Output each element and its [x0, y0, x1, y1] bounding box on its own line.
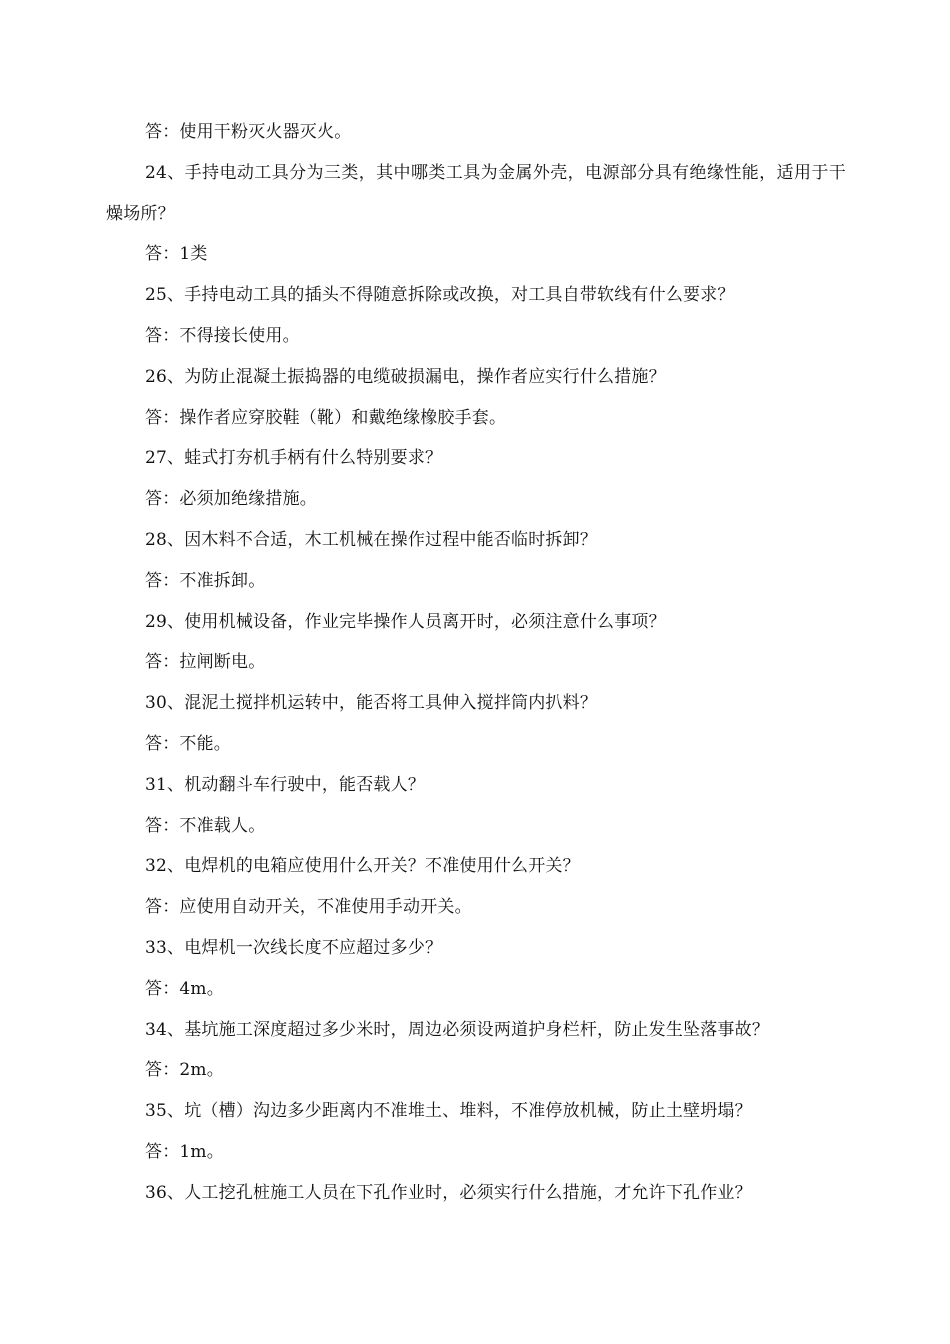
answer-text: 答：1m。 — [145, 1141, 224, 1162]
answer-text: 答：不能。 — [145, 733, 231, 754]
question-text: 24、手持电动工具分为三类，其中哪类工具为金属外壳，电源部分具有绝缘性能，适用于干燥场所？ — [106, 162, 846, 224]
answer-text: 答：1类 — [145, 244, 208, 265]
answer-text: 答：操作者应穿胶鞋（靴）和戴绝缘橡胶手套。 — [145, 407, 507, 428]
answer-text: 答：使用干粉灭火器灭火。 — [145, 122, 352, 142]
answer-text: 答：不准拆卸。 — [145, 570, 266, 591]
answer-text: 答：不准载人。 — [145, 815, 266, 836]
qa-list — [106, 112, 846, 1214]
question-text: 26、为防止混凝土振捣器的电缆破损漏电，操作者应实行什么措施？ — [145, 366, 666, 387]
question-text: 27、蛙式打夯机手柄有什么特别要求？ — [145, 448, 443, 469]
answer-text: 答：应使用自动开关，不准使用手动开关。 — [145, 897, 472, 918]
question-text: 34、基坑施工深度超过多少米时，周边必须设两道护身栏杆，防止发生坠落事故？ — [145, 1019, 770, 1040]
question-text: 33、电焊机一次线长度不应超过多少？ — [145, 937, 443, 958]
question-text: 31、机动翻斗车行驶中，能否载人？ — [145, 774, 426, 795]
answer-text: 答：必须加绝缘措施。 — [145, 489, 317, 510]
question-text: 30、混泥土搅拌机运转中，能否将工具伸入搅拌筒内扒料？ — [145, 693, 598, 714]
question-text: 32、电焊机的电箱应使用什么开关？不准使用什么开关？ — [145, 856, 580, 877]
answer-text: 答：2m。 — [145, 1060, 224, 1081]
question-text: 25、手持电动工具的插头不得随意拆除或改换，对工具自带软线有什么要求？ — [145, 285, 735, 306]
question-text: 29、使用机械设备，作业完毕操作人员离开时，必须注意什么事项？ — [145, 611, 666, 632]
question-text: 35、坑（槽）沟边多少距离内不准堆土、堆料，不准停放机械，防止土壁坍塌？ — [145, 1101, 752, 1122]
answer-text: 答：拉闸断电。 — [145, 652, 266, 673]
answer-text: 答：不得接长使用。 — [145, 325, 300, 346]
question-text: 36、人工挖孔桩施工人员在下孔作业时，必须实行什么措施，才允许下孔作业？ — [145, 1182, 752, 1203]
answer-text: 答：4m。 — [145, 978, 224, 999]
question-text: 28、因木料不合适，木工机械在操作过程中能否临时拆卸？ — [145, 529, 598, 550]
